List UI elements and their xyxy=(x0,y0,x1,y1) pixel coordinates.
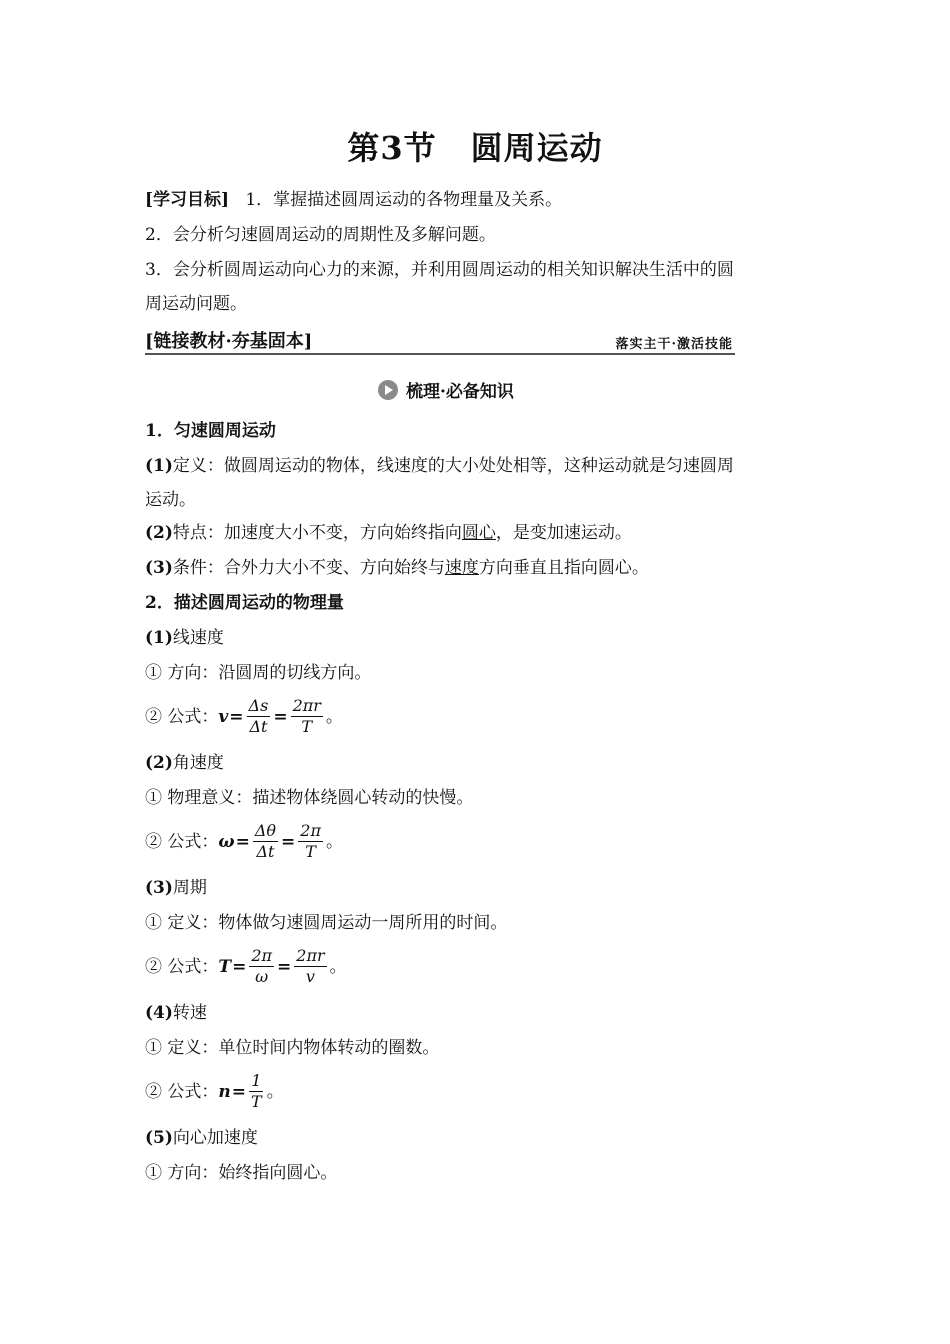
underlined-answer: 圆心 xyxy=(461,523,496,543)
angular-velocity-formula xyxy=(145,821,343,862)
denominator: v xyxy=(305,967,315,986)
fraction xyxy=(249,1071,264,1112)
equals-sign: = xyxy=(273,706,288,727)
fraction xyxy=(298,821,323,862)
feature-line xyxy=(145,521,632,545)
equals-sign: = xyxy=(232,956,247,977)
numerator: Δθ xyxy=(254,821,277,840)
item-label: (3) xyxy=(145,878,173,898)
rotational-speed-definition: ① 定义：单位时间内物体转动的圈数。 xyxy=(145,1038,440,1058)
item-title: 向心加速度 xyxy=(172,1128,258,1148)
item-label: (3) xyxy=(145,558,173,578)
fraction xyxy=(291,696,323,737)
item-title: 转速 xyxy=(172,1003,207,1023)
section-header-tagline: 落实主干·激活技能 xyxy=(615,337,733,352)
goal-line-1 xyxy=(145,188,562,212)
formula-prefix: ② 公式： xyxy=(145,1081,219,1102)
heading-physical-quantities: 2．描述圆周运动的物理量 xyxy=(145,593,344,613)
underlined-answer: 速度 xyxy=(444,558,479,578)
formula-prefix: ② 公式： xyxy=(145,831,219,852)
subsection-heading xyxy=(378,377,514,402)
numerator: 2πr xyxy=(292,696,321,715)
equals-sign: = xyxy=(281,831,296,852)
feature-text-end: ，是变加速运动。 xyxy=(495,523,632,543)
title-section-number: 第3节 xyxy=(347,129,437,167)
equals-sign: = xyxy=(231,1081,247,1102)
formula-end: 。 xyxy=(325,831,343,852)
numerator: 2π xyxy=(251,946,273,965)
subheading-linear-velocity xyxy=(145,626,224,650)
item-label: (5) xyxy=(145,1128,173,1148)
subheading-rotational-speed xyxy=(145,1001,207,1025)
numerator: 2π xyxy=(300,821,321,840)
formula-variable: v xyxy=(218,706,229,727)
fraction xyxy=(247,696,271,737)
title-topic: 圆周运动 xyxy=(470,129,603,167)
play-circle-icon xyxy=(378,380,398,400)
formula-variable: ω xyxy=(218,831,235,852)
fraction xyxy=(294,946,326,987)
condition-text: 条件：合外力大小不变、方向始终与 xyxy=(172,558,445,578)
item-label: (2) xyxy=(145,523,173,543)
numerator: 2πr xyxy=(296,946,325,965)
condition-text-end: 方向垂直且指向圆心。 xyxy=(478,558,649,578)
denominator: Δt xyxy=(256,842,275,861)
item-label: (4) xyxy=(145,1003,173,1023)
goal-1: 1．掌握描述圆周运动的各物理量及关系。 xyxy=(245,190,563,210)
formula-prefix: ② 公式： xyxy=(145,706,219,727)
item-title: 角速度 xyxy=(172,753,224,773)
heading-uniform-circular-motion: 1．匀速圆周运动 xyxy=(145,421,276,441)
equals-sign: = xyxy=(277,956,292,977)
numerator: 1 xyxy=(251,1071,262,1090)
definition-line xyxy=(145,454,734,478)
subheading-angular-velocity xyxy=(145,751,224,775)
goals-label: [学习目标] xyxy=(145,190,230,210)
section-header xyxy=(145,327,735,355)
denominator: Δt xyxy=(249,717,268,736)
period-definition: ① 定义：物体做匀速圆周运动一周所用的时间。 xyxy=(145,913,508,933)
linear-velocity-direction: ① 方向：沿圆周的切线方向。 xyxy=(145,663,372,683)
formula-end: 。 xyxy=(329,956,347,977)
fraction xyxy=(249,946,274,987)
denominator: ω xyxy=(255,967,269,986)
goal-3a: 3．会分析圆周运动向心力的来源，并利用圆周运动的相关知识解决生活中的圆 xyxy=(145,260,734,280)
formula-prefix: ② 公式： xyxy=(145,956,219,977)
condition-line xyxy=(145,556,649,580)
subsection-heading-text: 梳理·必备知识 xyxy=(406,382,514,402)
subheading-centripetal-acceleration xyxy=(145,1126,258,1150)
feature-text: 特点：加速度大小不变，方向始终指向 xyxy=(172,523,462,543)
equals-sign: = xyxy=(229,706,244,727)
subheading-period xyxy=(145,876,207,900)
denominator: T xyxy=(305,842,316,861)
fraction xyxy=(253,821,278,862)
goal-2: 2．会分析匀速圆周运动的周期性及多解问题。 xyxy=(145,225,496,245)
equals-sign: = xyxy=(235,831,250,852)
angular-velocity-meaning: ① 物理意义：描述物体绕圆心转动的快慢。 xyxy=(145,788,474,808)
denominator: T xyxy=(301,717,313,736)
item-title: 周期 xyxy=(172,878,207,898)
item-label: (1) xyxy=(145,456,173,476)
item-label: (1) xyxy=(145,628,173,648)
definition-text: 定义：做圆周运动的物体，线速度的大小处处相等，这种运动就是匀速圆周 xyxy=(172,456,734,476)
goal-3b: 周运动问题。 xyxy=(145,294,247,314)
formula-end: 。 xyxy=(266,1081,284,1102)
linear-velocity-formula xyxy=(145,696,343,737)
formula-variable: n xyxy=(218,1081,231,1102)
item-label: (2) xyxy=(145,753,173,773)
formula-end: 。 xyxy=(325,706,343,727)
rotational-speed-formula xyxy=(145,1071,284,1112)
section-header-title: [链接教材·夯基固本] xyxy=(145,331,313,352)
denominator: T xyxy=(251,1092,262,1111)
numerator: Δs xyxy=(248,696,269,715)
centripetal-acceleration-direction: ① 方向：始终指向圆心。 xyxy=(145,1163,338,1183)
definition-continuation: 运动。 xyxy=(145,490,196,510)
formula-variable: T xyxy=(218,956,232,977)
page-title xyxy=(145,123,805,169)
item-title: 线速度 xyxy=(172,628,224,648)
period-formula xyxy=(145,946,347,987)
